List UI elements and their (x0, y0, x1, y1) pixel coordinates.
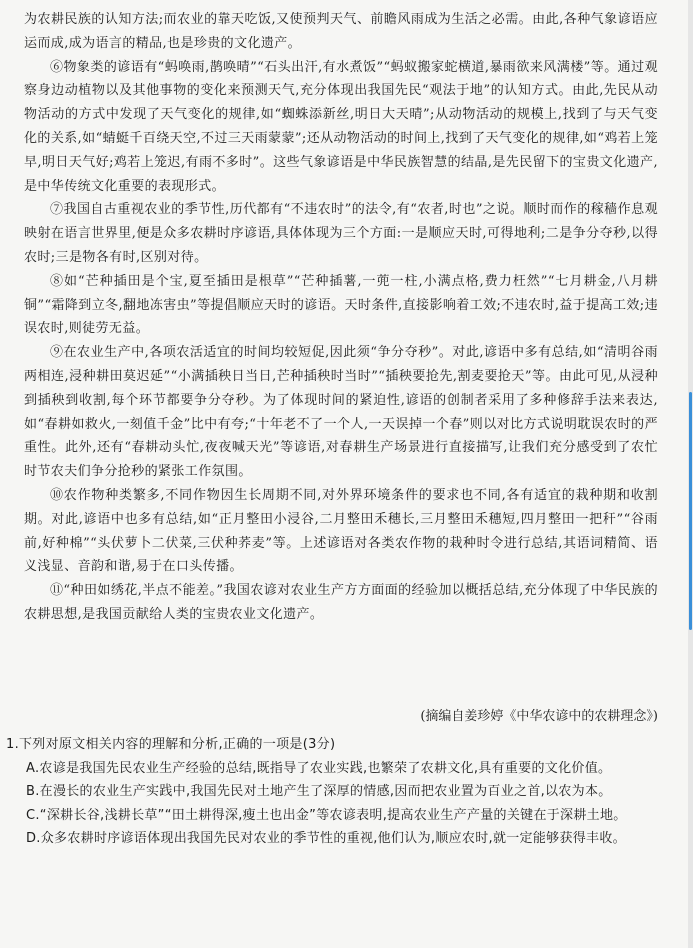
article-body (24, 8, 658, 627)
vertical-scrollbar[interactable] (688, 0, 693, 948)
paragraph-continued: 为农耕民族的认知方法;而农业的靠天吃饭,又使预判天气、前瞻风雨成为生活之必需。由此,各种气象谚语应运而成,成为语言的精品,也是珍贵的文化遗产。 (24, 12, 658, 51)
option-c: C.“深耕长谷,浅耕长草”“田土耕得深,瘦土也出金”等农谚表明,提高农业生产产量的关键在于深耕土地。 (26, 807, 627, 823)
paragraph-6: ⑥物象类的谚语有“蚂唤雨,鹊唤晴”“石头出汗,有水煮饭”“蚂蚁搬家蛇横道,暴雨欲来风满楼”等。通过观察身边动植物以及其他事物的变化来预测天气,充分体现出我国先民“观法于地”的认知方式。由此,先民从动物活动的方式中发现了天气变化的规律,如“蜘蛛添新丝,明日大天晴”;从动物活动的规模上,找到了与天气变化的关系,如“蜻蜓千百绕天空,不过三天雨蒙蒙”;还从动物活动的时间上,找到了天气变化的规律,如“鸡若上笼早,明日天气好;鸡若上笼迟,有雨不多时”。这些气象谚语是中华民族智慧的结晶,是先民留下的宝贵文化遗产,是中华传统文化重要的表现形式。 (24, 59, 658, 194)
source-citation: (摘编自姜珍婷《中华农谚中的农耕理念》) (420, 709, 658, 724)
paragraph-10: ⑩农作物种类繁多,不同作物因生长周期不同,对外界环境条件的要求也不同,各有适宜的栽种期和收割期。对此,谚语中也多有总结,如“正月整田小浸谷,二月整田禾穗长,三月整田禾穗短,四月整田一把秆”“谷雨前,好种棉”“头伏萝卜二伏菜,三伏种荞麦”等。上述谚语对各类农作物的栽种时令进行总结,其语词精简、语义浅显、音韵和谐,易于在口头传播。 (24, 487, 658, 575)
option-a: A.农谚是我国先民农业生产经验的总结,既指导了农业实践,也繁荣了农耕文化,具有重要的文化价值。 (26, 760, 612, 776)
option-b: B.在漫长的农业生产实践中,我国先民对土地产生了深厚的情感,因而把农业置为百业之首,以农为本。 (26, 784, 612, 799)
paragraph-7: ⑦我国自古重视农业的季节性,历代都有“不违农时”的法令,有“农者,时也”之说。顺时而作的稼穑作息观映射在语言世界里,便是众多农耕时序谚语,具体体现为三个方面:一是顺应天时,可得地利;二是争分夺秒,以得农时;三是物各有时,区别对待。 (24, 202, 658, 265)
question-stem: 1.下列对原文相关内容的理解和分析,正确的一项是(3分) (6, 737, 336, 752)
scrollbar-thumb[interactable] (689, 392, 692, 630)
paragraph-11: ⑪“种田如绣花,半点不能差。”我国农谚对农业生产方方面面的经验加以概括总结,充分体现了中华民族的农耕思想,是我国贡献给人类的宝贵农业文化遗产。 (24, 583, 658, 622)
paragraph-9: ⑨在农业生产中,各项农活适宜的时间均较短促,因此须“争分夺秒”。对此,谚语中多有总结,如“清明谷雨两相连,浸种耕田莫迟延”“小满插秧日当日,芒种插秧时当时”“插秧要抢先,割麦要抢天”等。由此可见,从浸种到插秧到收割,每个环节都要争分夺秒。为了体现时间的紧迫性,谚语的创制者采用了多种修辞手法来表达,如“春耕如救火,一刻值千金”比中有夸;“十年老不了一个人,一天误掉一个春”则以对比方式说明耽误农时的严重性。此外,还有“春耕动头忙,夜夜喊天光”等谚语,对春耕生产场景进行直接描写,让我们充分感受到了农忙时节农夫们争分抢秒的紧张工作氛围。 (24, 345, 658, 480)
question-block (6, 733, 658, 851)
option-d: D.众多农耕时序谚语体现出我国先民对农业的季节性的重视,他们认为,顺应农时,就一定能够获得丰收。 (26, 831, 626, 846)
paragraph-8: ⑧如“芒种插田是个宝,夏至插田是根草”“芒种插薯,一蔸一柱,小满点格,费力枉然”“七月耕金,八月耕铜”“霜降到立冬,翻地冻害虫”等提倡顺应天时的谚语。天时条件,直接影响着工效;不违农时,益于提高工效;违误农时,则徒劳无益。 (24, 273, 658, 337)
